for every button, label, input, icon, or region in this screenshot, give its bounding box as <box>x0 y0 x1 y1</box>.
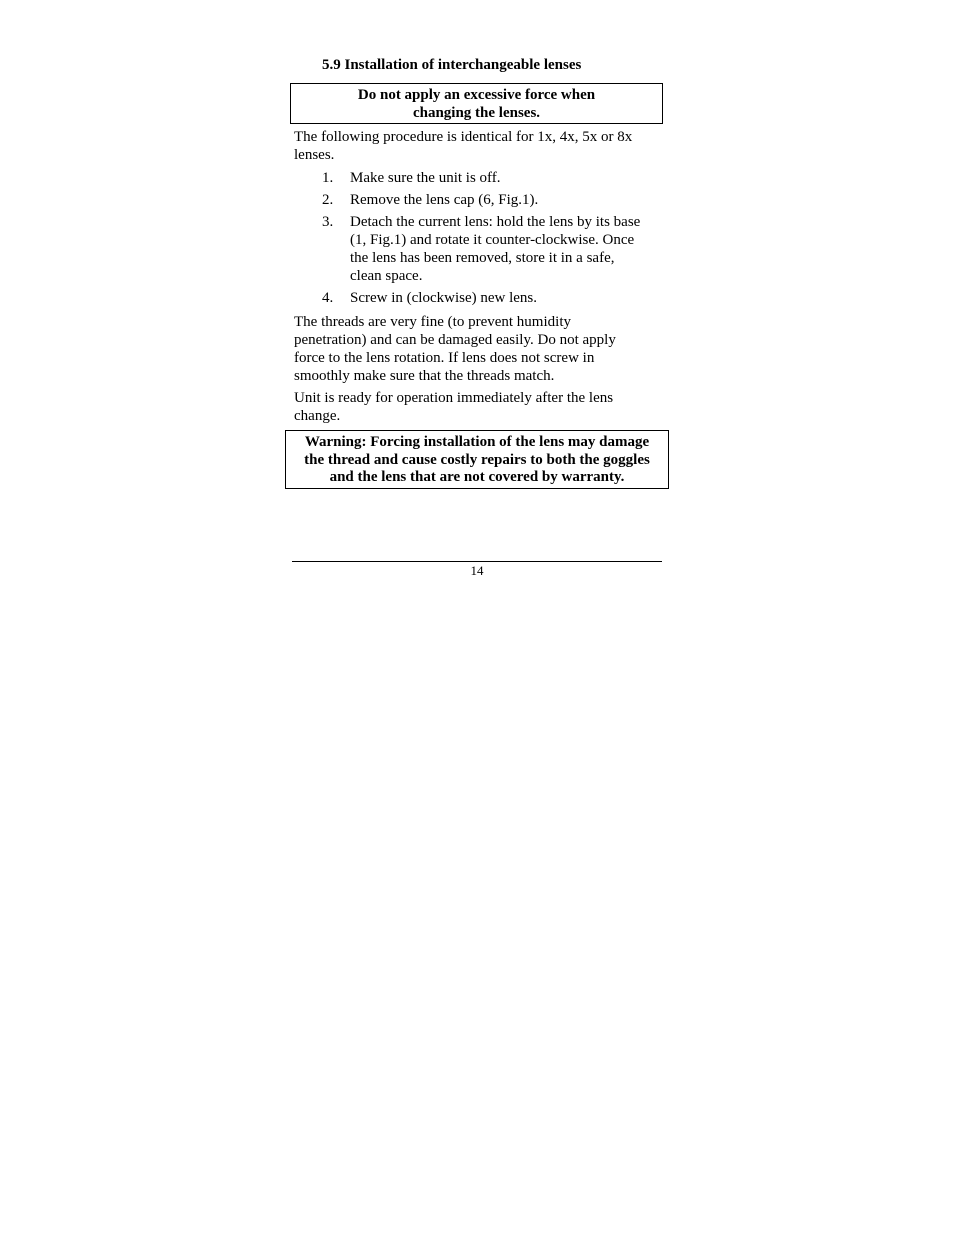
step-line: Detach the current lens: hold the lens by its base <box>350 214 641 230</box>
step-line: (1, Fig.1) and rotate it counter-clockwise. Once <box>350 232 635 248</box>
intro-line: The following procedure is identical for 1x, 4x, 5x or 8x <box>294 129 633 145</box>
step-line: Remove the lens cap (6, Fig.1). <box>350 192 539 208</box>
warning-line: Warning: Forcing installation of the lens may damage <box>304 434 650 450</box>
ready-line: Unit is ready for operation immediately after the lens <box>294 390 614 406</box>
step-item <box>322 191 662 209</box>
intro-paragraph <box>294 128 664 164</box>
ready-paragraph <box>294 389 664 425</box>
step-text <box>350 213 662 285</box>
intro-line: lenses. <box>294 147 335 163</box>
step-text <box>350 169 662 187</box>
footer-divider <box>292 561 662 562</box>
step-item <box>322 289 662 307</box>
step-text <box>350 191 662 209</box>
threads-line: The threads are very fine (to prevent humidity <box>294 314 571 330</box>
step-item <box>322 213 662 285</box>
ready-line: change. <box>294 408 341 424</box>
notice-line: Do not apply an excessive force when <box>357 87 596 103</box>
section-heading: 5.9 Installation of interchangeable lenses <box>322 57 582 73</box>
threads-line: smoothly make sure that the threads match. <box>294 368 555 384</box>
step-text <box>350 289 662 307</box>
procedure-steps <box>322 169 662 311</box>
step-number: 2. <box>322 192 334 208</box>
notice-line: changing the lenses. <box>412 104 541 121</box>
threads-line: force to the lens rotation. If lens does not screw in <box>294 350 595 366</box>
step-number: 1. <box>322 170 334 186</box>
step-number: 4. <box>322 290 334 306</box>
threads-line: penetration) and can be damaged easily. Do not apply <box>294 332 616 348</box>
step-line: Screw in (clockwise) new lens. <box>350 290 538 306</box>
notice-box <box>290 83 663 124</box>
warning-line: and the lens that are not covered by warranty. <box>329 469 625 485</box>
step-line: Make sure the unit is off. <box>350 170 501 186</box>
page-number: 14 <box>470 563 484 578</box>
warning-line: the thread and cause costly repairs to both the goggles <box>304 451 650 468</box>
step-item <box>322 169 662 187</box>
step-number: 3. <box>322 214 334 230</box>
warning-box <box>285 430 669 489</box>
step-line: the lens has been removed, store it in a safe, <box>350 250 615 266</box>
step-line: clean space. <box>350 268 423 284</box>
threads-paragraph <box>294 313 664 385</box>
